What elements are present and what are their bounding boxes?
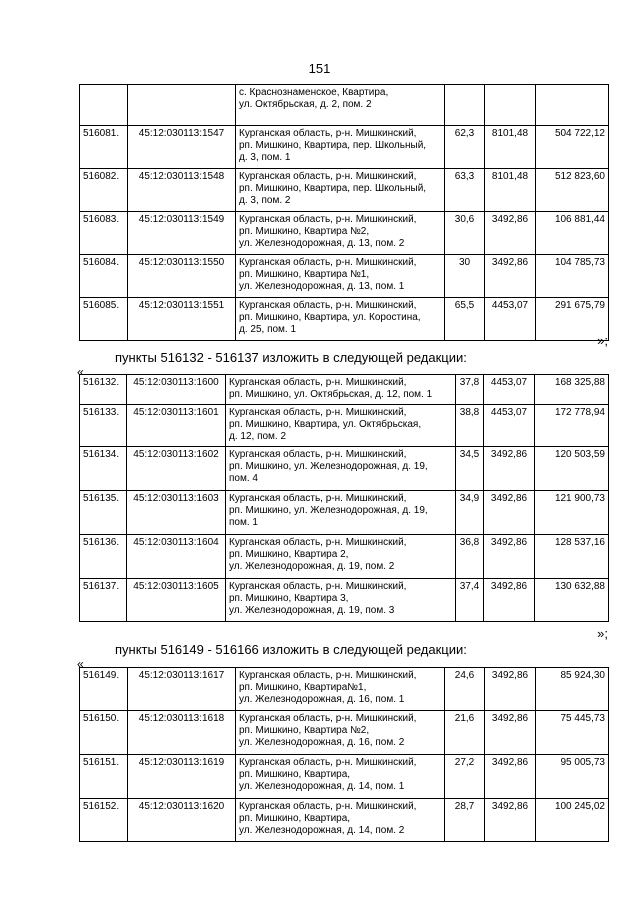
opening-quote: «	[77, 365, 84, 379]
area-cell: 34,5	[456, 447, 484, 491]
area-cell: 21,6	[445, 711, 485, 755]
cadastral-number-cell: 45:12:030113:1620	[128, 799, 236, 842]
table-row	[80, 212, 609, 255]
address-cell: Курганская область, р-н. Мишкинский, рп. Мишкино, Квартира 2, ул. Железнодорожная, д. 19, пом. 2	[226, 535, 456, 579]
cadastral-number-cell: 45:12:030113:1549	[128, 212, 236, 255]
row-number-cell: 516083.	[80, 212, 128, 255]
cost-cell: 95 005,73	[536, 755, 609, 799]
rate-cell: 3492,86	[484, 447, 535, 491]
row-number-cell: 516085.	[80, 298, 128, 341]
property-table-3	[79, 667, 609, 842]
cadastral-number-cell: 45:12:030113:1605	[127, 579, 226, 622]
cadastral-number-cell: 45:12:030113:1550	[128, 255, 236, 298]
rate-cell: 3492,86	[485, 755, 536, 799]
table-row	[80, 85, 609, 126]
cadastral-number-cell: 45:12:030113:1604	[127, 535, 226, 579]
cadastral-number-cell: 45:12:030113:1603	[127, 491, 226, 535]
table-row	[80, 799, 609, 842]
cost-cell: 121 900,73	[535, 491, 609, 535]
cadastral-number-cell: 45:12:030113:1618	[128, 711, 236, 755]
row-number-cell: 516151.	[80, 755, 128, 799]
table-row	[80, 405, 609, 447]
address-cell: Курганская область, р-н. Мишкинский, рп. Мишкино, Квартира 3, ул. Железнодорожная, д. 19, пом. 3	[226, 579, 456, 622]
area-cell: 24,6	[445, 668, 485, 711]
row-number-cell: 516136.	[80, 535, 127, 579]
table-row	[80, 668, 609, 711]
address-cell: Курганская область, р-н. Мишкинский, рп. Мишкино, ул. Железнодорожная, д. 19, пом. 1	[226, 491, 456, 535]
rate-cell: 3492,86	[485, 255, 536, 298]
rate-cell: 4453,07	[485, 298, 536, 341]
area-cell: 37,4	[456, 579, 484, 622]
row-number-cell: 516084.	[80, 255, 128, 298]
address-cell: Курганская область, р-н. Мишкинский, рп. Мишкино, Квартира, ул. Железнодорожная, д. 14, пом. 1	[236, 755, 445, 799]
row-number-cell: 516082.	[80, 169, 128, 212]
address-cell: Курганская область, р-н. Мишкинский, рп. Мишкино, Квартира №1, ул. Железнодорожная, д. 13, пом. 1	[236, 255, 445, 298]
cadastral-number-cell: 45:12:030113:1617	[128, 668, 236, 711]
table-row	[80, 126, 609, 169]
area-cell: 30,6	[445, 212, 485, 255]
cost-cell: 512 823,60	[536, 169, 609, 212]
address-cell: Курганская область, р-н. Мишкинский, рп. Мишкино, Квартира, ул. Коростина, д. 25, пом. 1	[236, 298, 445, 341]
row-number-cell: 516135.	[80, 491, 127, 535]
rate-cell: 3492,86	[485, 711, 536, 755]
rate-cell: 3492,86	[484, 535, 535, 579]
cost-cell	[536, 85, 609, 126]
cost-cell: 168 325,88	[535, 375, 609, 405]
address-cell: Курганская область, р-н. Мишкинский, рп. Мишкино, Квартира №2, ул. Железнодорожная, д. 16, пом. 2	[236, 711, 445, 755]
cost-cell: 128 537,16	[535, 535, 609, 579]
cadastral-number-cell: 45:12:030113:1619	[128, 755, 236, 799]
rate-cell: 3492,86	[485, 668, 536, 711]
table-row	[80, 579, 609, 622]
property-table-2	[79, 374, 609, 622]
table-row	[80, 375, 609, 405]
address-cell: Курганская область, р-н. Мишкинский, рп. Мишкино, ул. Железнодорожная, д. 19, пом. 4	[226, 447, 456, 491]
cadastral-number-cell: 45:12:030113:1600	[127, 375, 226, 405]
row-number-cell: 516134.	[80, 447, 127, 491]
address-cell: Курганская область, р-н. Мишкинский, рп. Мишкино, Квартира №2, ул. Железнодорожная, д. 13, пом. 2	[236, 212, 445, 255]
page-number: 151	[308, 61, 331, 76]
cost-cell: 130 632,88	[535, 579, 609, 622]
row-number-cell: 516081.	[80, 126, 128, 169]
address-cell: с. Краснознаменское, Квартира, ул. Октябрьская, д. 2, пом. 2	[236, 85, 445, 126]
rate-cell: 8101,48	[485, 126, 536, 169]
row-number-cell	[80, 85, 128, 126]
rate-cell: 8101,48	[485, 169, 536, 212]
area-cell: 36,8	[456, 535, 484, 579]
cost-cell: 106 881,44	[536, 212, 609, 255]
address-cell: Курганская область, р-н. Мишкинский, рп. Мишкино, Квартира, пер. Школьный, д. 3, пом. 1	[236, 126, 445, 169]
cadastral-number-cell: 45:12:030113:1547	[128, 126, 236, 169]
address-cell: Курганская область, р-н. Мишкинский, рп. Мишкино, ул. Октябрьская, д. 12, пом. 1	[226, 375, 456, 405]
area-cell: 28,7	[445, 799, 485, 842]
cadastral-number-cell	[128, 85, 236, 126]
row-number-cell: 516132.	[80, 375, 127, 405]
rate-cell: 3492,86	[485, 799, 536, 842]
table-row	[80, 755, 609, 799]
row-number-cell: 516133.	[80, 405, 127, 447]
rate-cell	[485, 85, 536, 126]
cost-cell: 172 778,94	[535, 405, 609, 447]
table-row	[80, 491, 609, 535]
rate-cell: 3492,86	[484, 491, 535, 535]
cadastral-number-cell: 45:12:030113:1601	[127, 405, 226, 447]
property-table-1	[79, 84, 609, 341]
area-cell: 27,2	[445, 755, 485, 799]
area-cell: 62,3	[445, 126, 485, 169]
area-cell: 65,5	[445, 298, 485, 341]
closing-quote: »;	[597, 626, 608, 641]
cost-cell: 504 722,12	[536, 126, 609, 169]
address-cell: Курганская область, р-н. Мишкинский, рп. Мишкино, Квартира, ул. Октябрьская, д. 12, пом. 2	[226, 405, 456, 447]
area-cell: 37,8	[456, 375, 484, 405]
amendment-instruction: пункты 516132 - 516137 изложить в следующей редакции:	[115, 350, 467, 365]
opening-quote: «	[77, 657, 84, 671]
address-cell: Курганская область, р-н. Мишкинский, рп. Мишкино, Квартира, пер. Школьный, д. 3, пом. 2	[236, 169, 445, 212]
table-row	[80, 447, 609, 491]
cost-cell: 291 675,79	[536, 298, 609, 341]
address-cell: Курганская область, р-н. Мишкинский, рп. Мишкино, Квартира, ул. Железнодорожная, д. 14, пом. 2	[236, 799, 445, 842]
row-number-cell: 516137.	[80, 579, 127, 622]
area-cell: 30	[445, 255, 485, 298]
amendment-instruction: пункты 516149 - 516166 изложить в следующей редакции:	[115, 642, 467, 657]
table-row	[80, 535, 609, 579]
rate-cell: 3492,86	[484, 579, 535, 622]
table-row	[80, 298, 609, 341]
area-cell	[445, 85, 485, 126]
cost-cell: 120 503,59	[535, 447, 609, 491]
cost-cell: 104 785,73	[536, 255, 609, 298]
table-row	[80, 711, 609, 755]
cost-cell: 75 445,73	[536, 711, 609, 755]
cadastral-number-cell: 45:12:030113:1551	[128, 298, 236, 341]
cost-cell: 100 245,02	[536, 799, 609, 842]
rate-cell: 4453,07	[484, 375, 535, 405]
area-cell: 63,3	[445, 169, 485, 212]
cost-cell: 85 924,30	[536, 668, 609, 711]
row-number-cell: 516150.	[80, 711, 128, 755]
area-cell: 34,9	[456, 491, 484, 535]
area-cell: 38,8	[456, 405, 484, 447]
cadastral-number-cell: 45:12:030113:1602	[127, 447, 226, 491]
table-row	[80, 169, 609, 212]
rate-cell: 4453,07	[484, 405, 535, 447]
closing-quote: »;	[597, 333, 608, 348]
table-row	[80, 255, 609, 298]
row-number-cell: 516149.	[80, 668, 128, 711]
address-cell: Курганская область, р-н. Мишкинский, рп. Мишкино, Квартира№1, ул. Железнодорожная, д. 16, пом. 1	[236, 668, 445, 711]
rate-cell: 3492,86	[485, 212, 536, 255]
row-number-cell: 516152.	[80, 799, 128, 842]
cadastral-number-cell: 45:12:030113:1548	[128, 169, 236, 212]
